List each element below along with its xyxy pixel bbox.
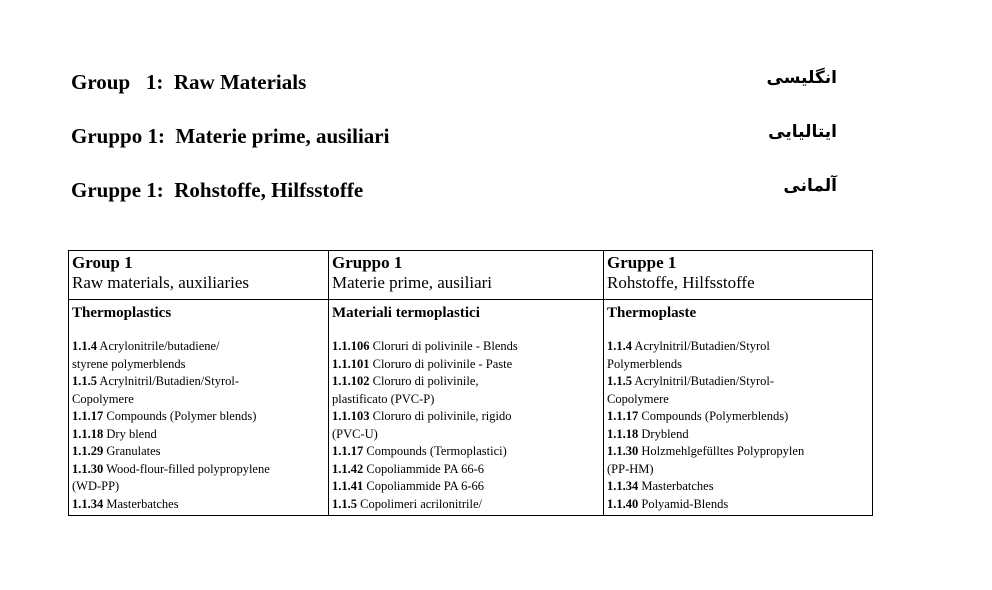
materials-table: [68, 250, 873, 516]
language-label-german: آلمانی: [783, 176, 837, 196]
item-text: Acrylnitril/Butadien/Styrol-: [632, 374, 774, 388]
group-subtitle: Rohstoffe, Hilfsstoffe: [607, 273, 755, 292]
list-item: [607, 461, 869, 479]
list-item: [607, 426, 869, 444]
item-text: Dry blend: [103, 426, 157, 441]
section-title: Thermoplaste: [607, 305, 697, 321]
item-text: Polyamid-Blends: [638, 496, 729, 511]
list-item: [332, 373, 600, 391]
item-code: 1.1.5: [607, 374, 632, 388]
item-text: plastificato (PVC-P): [332, 391, 435, 406]
group-title: Gruppe 1: [607, 253, 677, 272]
list-item: [607, 478, 869, 496]
list-item: [607, 338, 869, 356]
list-item: [332, 391, 600, 409]
heading-row-german: [71, 178, 837, 208]
item-text: Holzmehlgefülltes Polypropylen: [638, 444, 805, 458]
item-text: Copoliammide PA 66-6: [363, 461, 484, 476]
item-code: 1.1.41: [332, 479, 364, 493]
item-text: Copolimeri acrilonitrile/: [357, 496, 482, 511]
list-item: [607, 373, 869, 391]
item-code: 1.1.4: [72, 339, 97, 353]
body-cell-english: [69, 300, 329, 516]
item-text: (PP-HM): [607, 461, 654, 476]
list-item: [72, 478, 325, 496]
item-code: 1.1.34: [72, 496, 104, 511]
item-code: 1.1.30: [607, 444, 639, 458]
table-header-row: [69, 251, 873, 300]
section-title: Thermoplastics: [72, 305, 172, 321]
heading-italian: Gruppo 1: Materie prime, ausiliari: [71, 124, 390, 148]
list-item: [332, 496, 600, 514]
item-text: Compounds (Polymer blends): [103, 409, 257, 423]
group-subtitle: Materie prime, ausiliari: [332, 273, 493, 292]
body-cell-italian: [329, 300, 604, 516]
list-item: [332, 478, 600, 496]
item-code: 1.1.18: [72, 426, 104, 441]
list-item: [72, 461, 325, 479]
header-cell-english: [69, 251, 329, 300]
item-text: Polymerblends: [607, 356, 682, 371]
item-text: Compounds (Termoplastici): [363, 444, 507, 458]
item-text: Acrylonitrile/butadiene/: [97, 339, 220, 353]
item-text: Granulates: [103, 444, 161, 458]
list-item: [332, 408, 600, 426]
list-item: [332, 461, 600, 479]
list-item: [332, 356, 600, 374]
item-text: Copolymere: [607, 391, 669, 406]
item-text: Copolymere: [72, 391, 134, 406]
list-item: [72, 408, 325, 426]
table-body-row: [69, 300, 873, 516]
item-text: Wood-flour-filled polypropylene: [103, 461, 270, 476]
list-item: [607, 408, 869, 426]
item-text: Cloruro di polivinile - Paste: [369, 356, 513, 371]
item-code: 1.1.40: [607, 496, 639, 511]
heading-row-italian: [71, 124, 837, 154]
language-label-english: انگلیسی: [766, 68, 837, 88]
item-list: [607, 338, 869, 513]
group-subtitle: Raw materials, auxiliaries: [72, 273, 250, 292]
list-item: [72, 356, 325, 374]
list-item: [72, 426, 325, 444]
item-code: 1.1.29: [72, 444, 104, 458]
list-item: [607, 391, 869, 409]
item-code: 1.1.4: [607, 339, 632, 353]
language-label-italian: ایتالیایی: [768, 122, 837, 142]
item-text: (PVC-U): [332, 426, 378, 441]
list-item: [607, 496, 869, 514]
body-cell-german: [604, 300, 873, 516]
item-text: Acrylnitril/Butadien/Styrol-: [97, 374, 239, 388]
item-code: 1.1.106: [332, 339, 370, 353]
item-code: 1.1.102: [332, 374, 370, 388]
list-item: [607, 443, 869, 461]
section-title: Materiali termoplastici: [332, 305, 480, 321]
header-cell-german: [604, 251, 873, 300]
item-code: 1.1.5: [332, 496, 357, 511]
item-text: styrene polymerblends: [72, 356, 186, 371]
item-code: 1.1.17: [72, 409, 104, 423]
item-code: 1.1.17: [332, 444, 364, 458]
item-text: Cloruri di polivinile - Blends: [369, 339, 518, 353]
item-list: [332, 338, 600, 513]
group-title: Group 1: [72, 253, 133, 272]
heading-german: Gruppe 1: Rohstoffe, Hilfsstoffe: [71, 178, 364, 202]
item-code: 1.1.18: [607, 426, 639, 441]
item-text: Masterbatches: [638, 479, 714, 493]
item-text: Cloruro di polivinile, rigido: [369, 409, 512, 423]
list-item: [72, 391, 325, 409]
heading-english: Group 1: Raw Materials: [71, 70, 307, 94]
item-code: 1.1.30: [72, 461, 104, 476]
item-text: (WD-PP): [72, 479, 120, 493]
item-text: Masterbatches: [103, 496, 179, 511]
item-text: Copoliammide PA 6-66: [363, 479, 484, 493]
item-code: 1.1.34: [607, 479, 639, 493]
item-code: 1.1.101: [332, 356, 370, 371]
item-text: Cloruro di polivinile,: [369, 374, 479, 388]
item-code: 1.1.42: [332, 461, 364, 476]
list-item: [72, 373, 325, 391]
heading-row-english: [71, 70, 837, 100]
item-list: [72, 338, 325, 513]
item-code: 1.1.103: [332, 409, 370, 423]
item-text: Compounds (Polymerblends): [638, 409, 789, 423]
item-code: 1.1.5: [72, 374, 97, 388]
list-item: [332, 338, 600, 356]
item-text: Acrylnitril/Butadien/Styrol: [632, 339, 770, 353]
list-item: [332, 426, 600, 444]
list-item: [72, 338, 325, 356]
group-title: Gruppo 1: [332, 253, 403, 272]
item-text: Dryblend: [638, 426, 689, 441]
item-code: 1.1.17: [607, 409, 639, 423]
header-cell-italian: [329, 251, 604, 300]
list-item: [607, 356, 869, 374]
list-item: [72, 496, 325, 514]
list-item: [72, 443, 325, 461]
list-item: [332, 443, 600, 461]
